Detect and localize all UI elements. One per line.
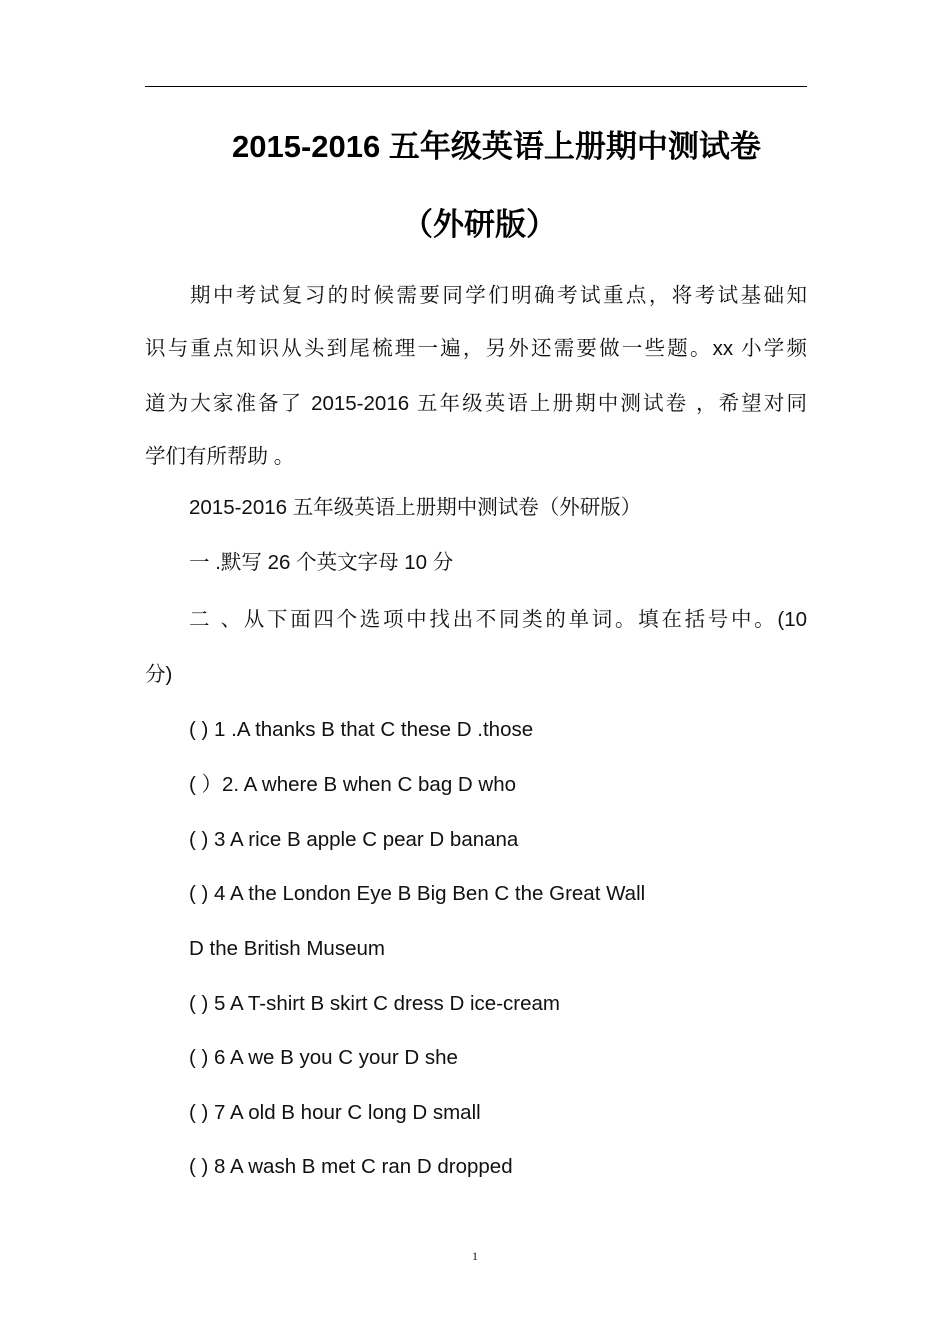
intro-line-3: 道为大家准备了 2015-2016 五年级英语上册期中测试卷 ，希望对同: [145, 392, 807, 415]
page-number: 1: [472, 1249, 478, 1263]
intro-line-2: 识与重点知识从头到尾梳理一遍，另外还需要做一些题。xx 小学频: [145, 337, 807, 360]
paper-subtitle: 2015-2016 五年级英语上册期中测试卷（外研版）: [189, 496, 642, 519]
document-title: 2015-2016 五年级英语上册期中测试卷: [232, 129, 761, 164]
header-rule: [145, 86, 807, 87]
question-8: ( ) 8 A wash B met C ran D dropped: [189, 1155, 513, 1178]
question-2: ( ）2. A where B when C bag D who: [189, 773, 517, 796]
question-4-cont: D the British Museum: [189, 937, 385, 960]
section-2-heading-cont: 分): [145, 663, 173, 686]
section-1-heading: 一 .默写 26 个英文字母 10 分: [189, 551, 454, 574]
question-4: ( ) 4 A the London Eye B Big Ben C the Great Wall: [189, 882, 646, 905]
intro-line-4: 学们有所帮助 。: [145, 445, 295, 468]
question-6: ( ) 6 A we B you C your D she: [189, 1046, 458, 1069]
intro-line-1: 期中考试复习的时候需要同学们明确考试重点，将考试基础知: [190, 284, 807, 307]
question-1: ( ) 1 .A thanks B that C these D .those: [189, 718, 534, 741]
question-5: ( ) 5 A T-shirt B skirt C dress D ice-cream: [189, 992, 560, 1015]
question-7: ( ) 7 A old B hour C long D small: [189, 1101, 481, 1124]
document-title-edition: （外研版）: [402, 207, 557, 242]
section-2-heading: 二 、从下面四个选项中找出不同类的单词。填在括号中。(10: [189, 608, 807, 631]
question-3: ( ) 3 A rice B apple C pear D banana: [189, 828, 519, 851]
